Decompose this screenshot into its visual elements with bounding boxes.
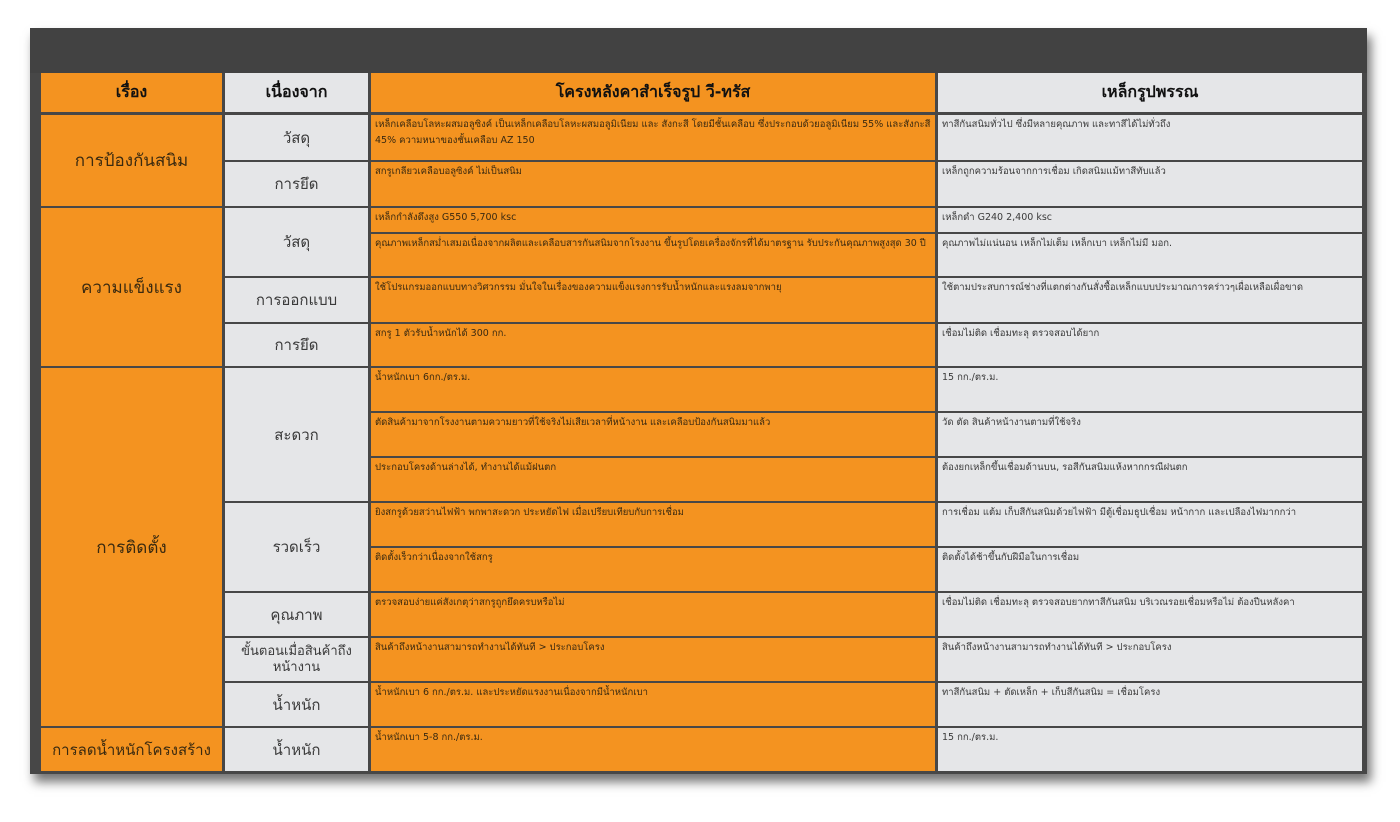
table-title-bar xyxy=(30,28,1367,73)
reason-material: วัสดุ xyxy=(225,208,368,276)
reason-fastening: การยึด xyxy=(225,162,368,206)
steel-cell: คุณภาพไม่แน่นอน เหล็กไม่เต็ม เหล็กเบา เหล็กไม่มี มอก. xyxy=(938,234,1362,276)
reason-fastening: การยึด xyxy=(225,324,368,366)
header-vtruss: โครงหลังคาสำเร็จรูป วี-ทรัส xyxy=(371,73,935,112)
vtruss-cell: น้ำหนักเบา 5-8 กก./ตร.ม. xyxy=(371,728,935,771)
steel-cell: ต้องยกเหล็กขึ้นเชื่อมด้านบน, รอสีกันสนิมแห้งหากกรณีฝนตก xyxy=(938,458,1362,501)
steel-cell: เชื่อมไม่ติด เชื่อมทะลุ ตรวจสอบยากทาสีกันสนิม บริเวณรอยเชื่อมหรือไม่ ต้องปีนหลังคา xyxy=(938,593,1362,636)
steel-cell: สินค้าถึงหน้างานสามารถทำงานได้ทันที > ประกอบโครง xyxy=(938,638,1362,681)
vtruss-cell: น้ำหนักเบา 6 กก./ตร.ม. และประหยัดแรงงานเนื่องจากมีน้ำหนักเบา xyxy=(371,683,935,726)
vtruss-cell: ยิงสกรูด้วยสว่านไฟฟ้า พกพาสะดวก ประหยัดไฟ เมื่อเปรียบเทียบกับการเชื่อม xyxy=(371,503,935,546)
header-steel: เหล็กรูปพรรณ xyxy=(938,73,1362,112)
steel-cell: เชื่อมไม่ติด เชื่อมทะลุ ตรวจสอบได้ยาก xyxy=(938,324,1362,366)
vtruss-cell: เหล็กเคลือบโลหะผสมอลูซิงค์ เป็นเหล็กเคลือบโลหะผสมอลูมิเนียม และ สังกะสี โดยมีชั้นเคลือบ ซึ่งประกอบด้วยอลูมิเนียม 55% และสังกะสี 45% ความหนาของชั้นเคลือบ AZ 150 xyxy=(371,115,935,160)
steel-cell: เหล็กถูกความร้อนจากการเชื่อม เกิดสนิมแม้ทาสีทับแล้ว xyxy=(938,162,1362,206)
header-topic: เรื่อง xyxy=(41,73,222,112)
topic-structure-weight-reduction: การลดน้ำหนักโครงสร้าง xyxy=(41,728,222,771)
steel-cell: เหล็กดำ G240 2,400 ksc xyxy=(938,208,1362,232)
topic-installation: การติดตั้ง xyxy=(41,368,222,726)
vtruss-cell: ตรวจสอบง่ายแค่สังเกตุว่าสกรูถูกยึดครบหรือไม่ xyxy=(371,593,935,636)
topic-rust-prevention: การป้องกันสนิม xyxy=(41,115,222,206)
vtruss-cell: ประกอบโครงด้านล่างได้, ทำงานได้แม้ฝนตก xyxy=(371,458,935,501)
steel-cell: วัด ตัด สินค้าหน้างานตามที่ใช้จริง xyxy=(938,413,1362,456)
vtruss-cell: สกรูเกลียวเคลือบอลูซิงค์ ไม่เป็นสนิม xyxy=(371,162,935,206)
reason-weight: น้ำหนัก xyxy=(225,683,368,726)
reason-material: วัสดุ xyxy=(225,115,368,160)
vtruss-cell: ใช้โปรแกรมออกแบบทางวิศวกรรม มั่นใจในเรื่องของความแข็งแรงการรับน้ำหนักและแรงลมจากพายุ xyxy=(371,278,935,322)
reason-weight: น้ำหนัก xyxy=(225,728,368,771)
vtruss-cell: คุณภาพเหล็กสม่ำเสมอเนื่องจากผลิตและเคลือบสารกันสนิมจากโรงงาน ขึ้นรูปโดยเครื่องจักรที่ได้มาตรฐาน รับประกันคุณภาพสูงสุด 30 ปี xyxy=(371,234,935,276)
reason-design: การออกแบบ xyxy=(225,278,368,322)
comparison-table xyxy=(30,28,1367,774)
steel-cell: ทาสีกันสนิมทั่วไป ซึ่งมีหลายคุณภาพ และทาสีได้ไม่ทั่วถึง xyxy=(938,115,1362,160)
reason-fast: รวดเร็ว xyxy=(225,503,368,591)
header-reason: เนื่องจาก xyxy=(225,73,368,112)
vtruss-cell: ตัดสินค้ามาจากโรงงานตามความยาวที่ใช้จริงไม่เสียเวลาที่หน้างาน และเคลือบป้องกันสนิมมาแล้ว xyxy=(371,413,935,456)
vtruss-cell: ติดตั้งเร็วกว่าเนื่องจากใช้สกรู xyxy=(371,548,935,591)
reason-quality: คุณภาพ xyxy=(225,593,368,636)
steel-cell: ทาสีกันสนิม + ตัดเหล็ก + เก็บสีกันสนิม = เชื่อมโครง xyxy=(938,683,1362,726)
steel-cell: ติดตั้งได้ช้าขึ้นกับฝีมือในการเชื่อม xyxy=(938,548,1362,591)
vtruss-cell: สกรู 1 ตัวรับน้ำหนักได้ 300 กก. xyxy=(371,324,935,366)
reason-on-site-steps: ขั้นตอนเมื่อสินค้าถึงหน้างาน xyxy=(225,638,368,681)
vtruss-cell: เหล็กกำลังดึงสูง G550 5,700 ksc xyxy=(371,208,935,232)
steel-cell: การเชื่อม แต้ม เก็บสีกันสนิมด้วยไฟฟ้า มีตู้เชื่อมธูปเชื่อม หน้ากาก และเปลืองไฟมากกว่า xyxy=(938,503,1362,546)
vtruss-cell: สินค้าถึงหน้างานสามารถทำงานได้ทันที > ประกอบโครง xyxy=(371,638,935,681)
steel-cell: 15 กก./ตร.ม. xyxy=(938,728,1362,771)
vtruss-cell: น้ำหนักเบา 6กก./ตร.ม. xyxy=(371,368,935,411)
topic-strength: ความแข็งแรง xyxy=(41,208,222,366)
reason-convenient: สะดวก xyxy=(225,368,368,501)
steel-cell: ใช้ตามประสบการณ์ช่างที่แตกต่างกันสั่งซื้อเหล็กแบบประมาณการคร่าวๆเผื่อเหลือเผื่อขาด xyxy=(938,278,1362,322)
steel-cell: 15 กก./ตร.ม. xyxy=(938,368,1362,411)
